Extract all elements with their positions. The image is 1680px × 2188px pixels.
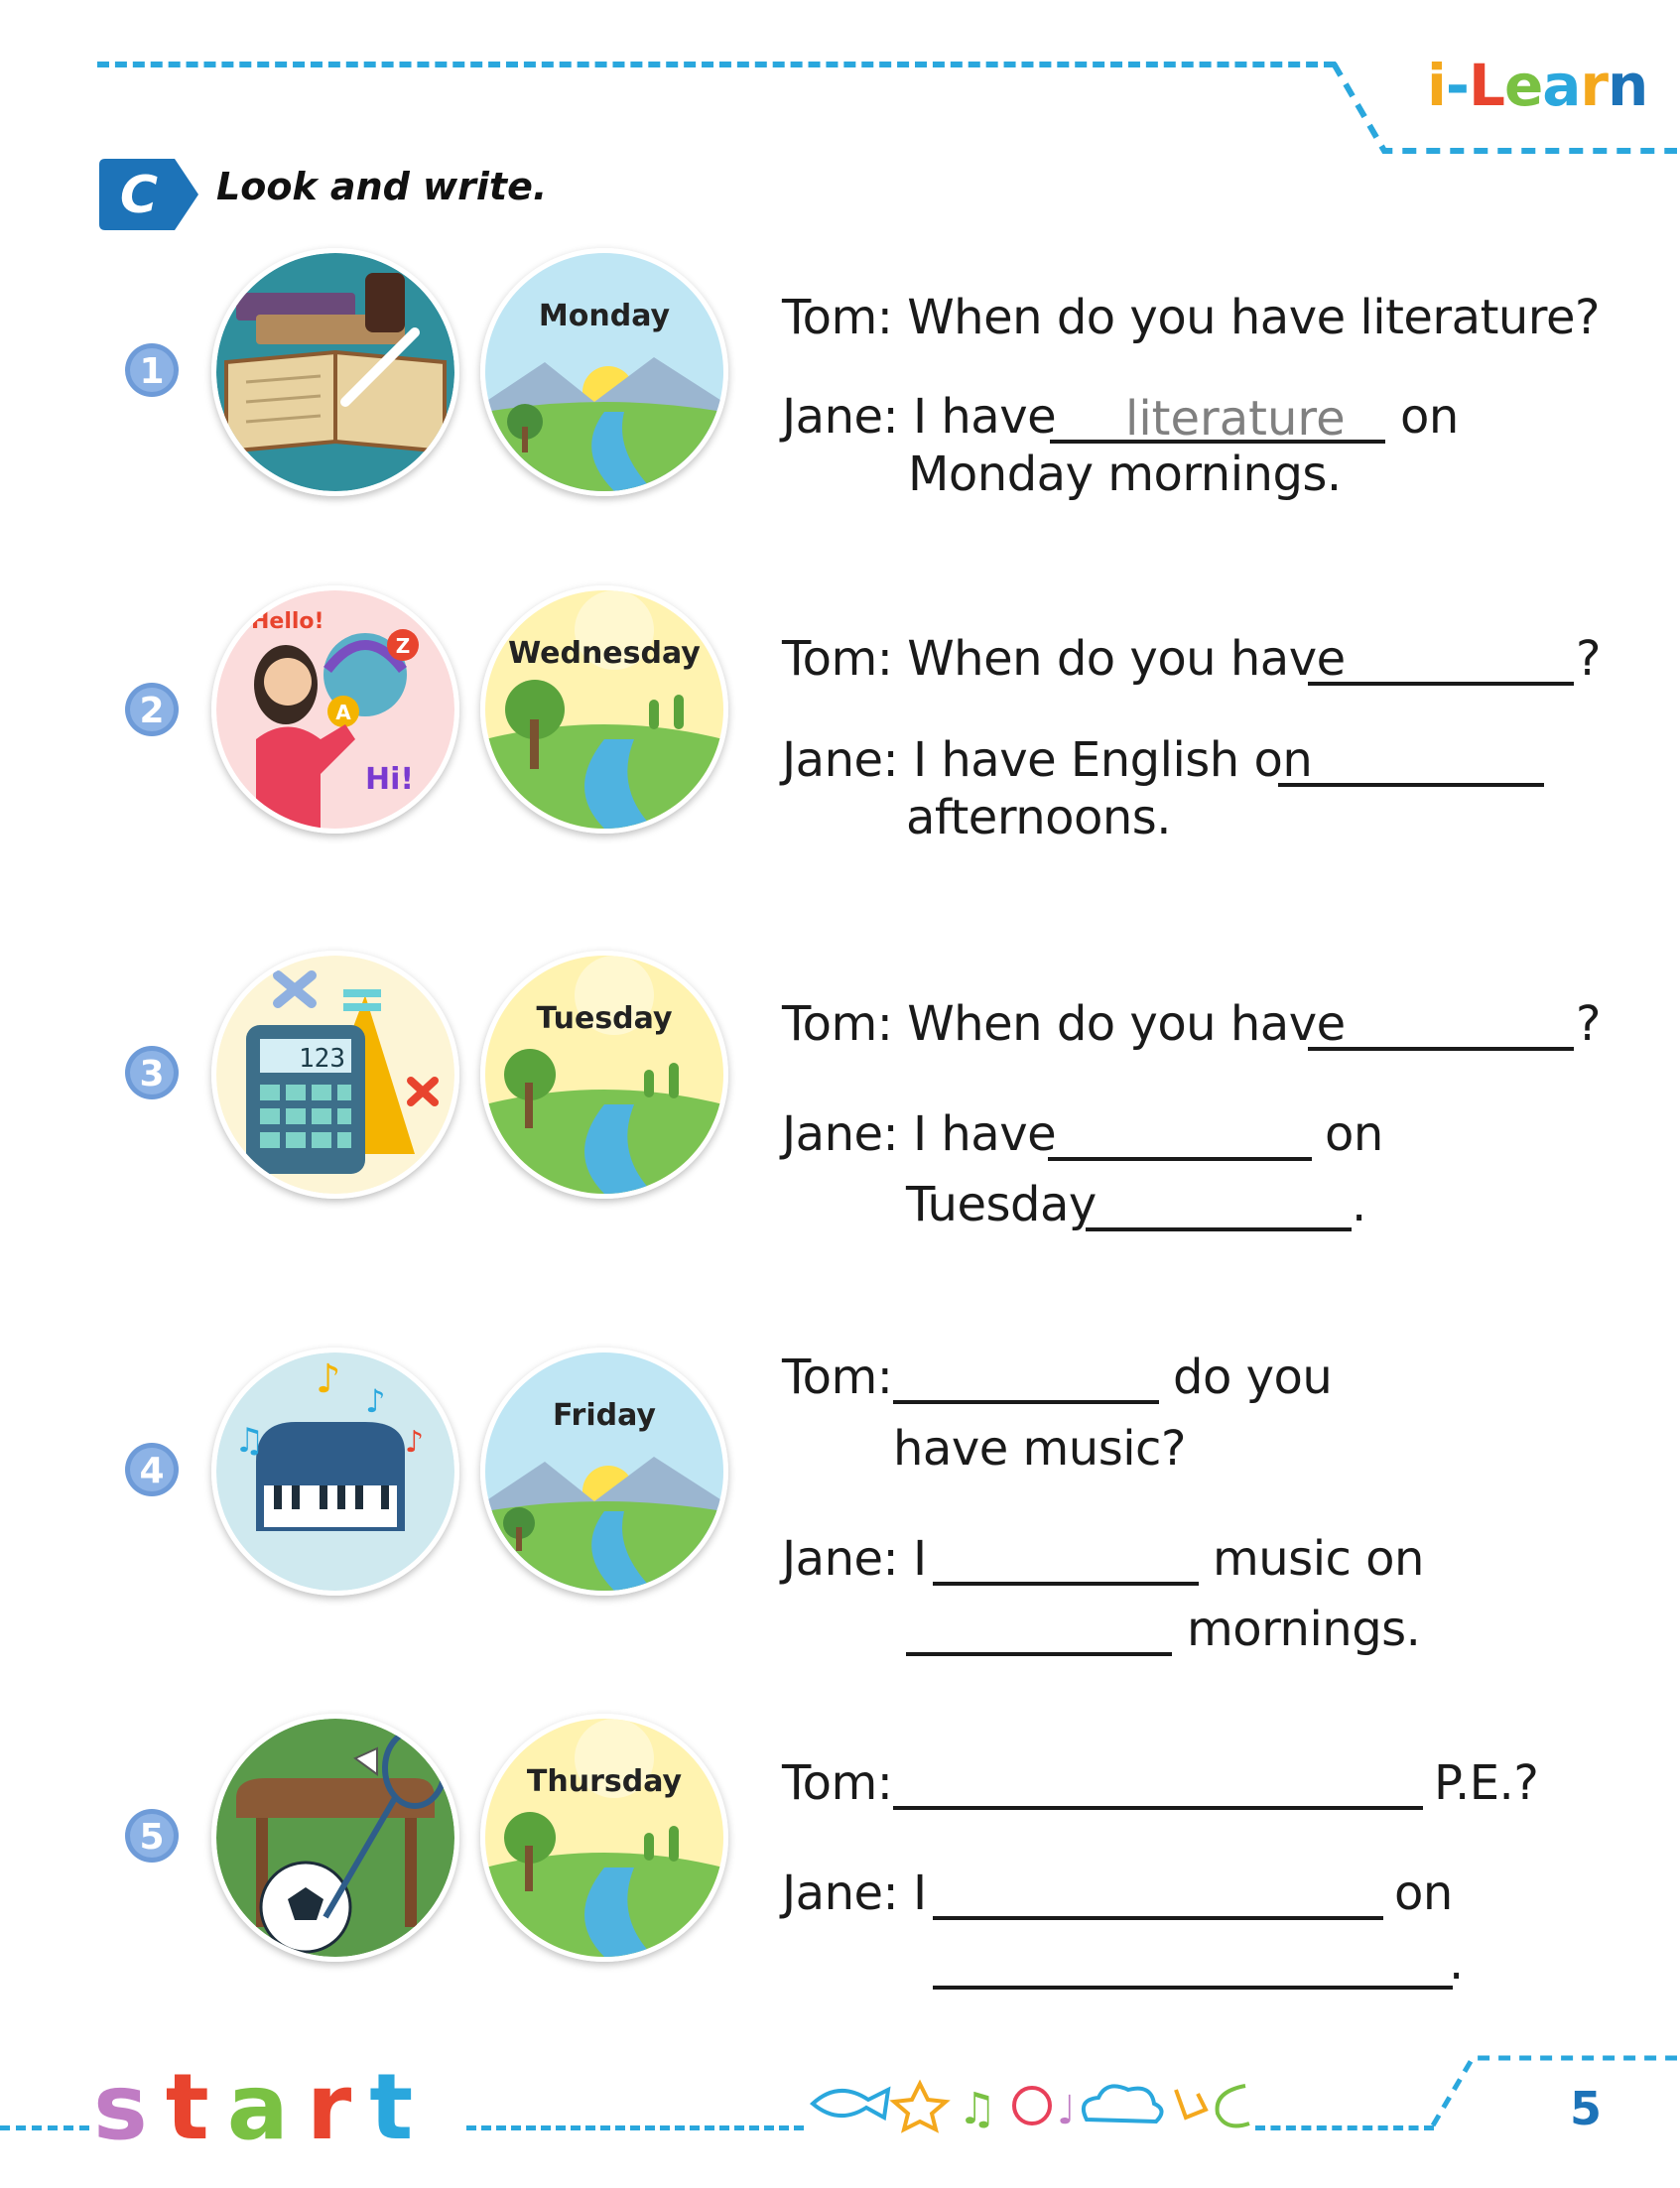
logo-letter: L [1468, 52, 1504, 119]
jane-answer-on: on [1400, 389, 1459, 445]
jane-answer-start: Jane: I [782, 1866, 927, 1921]
day-label: Tuesday [536, 1001, 673, 1036]
jane-answer-period: . [1352, 1177, 1366, 1232]
start-letter: a [226, 2054, 307, 2160]
exercise-number: 1 [139, 351, 165, 392]
bubble-a: A [335, 701, 351, 724]
answer-blank[interactable] [1308, 682, 1574, 686]
logo-letter: i [1427, 52, 1446, 119]
tom-question: Tom: When do you have [782, 996, 1346, 1052]
day-label: Monday [538, 299, 671, 333]
ilearn-logo [1427, 52, 1647, 119]
section-title: Look and write. [216, 165, 548, 208]
tom-question-end: have music? [893, 1421, 1186, 1477]
tom-question-mark: ? [1576, 996, 1601, 1052]
answer-blank[interactable] [933, 1916, 1383, 1920]
english-teacher-icon [211, 585, 459, 834]
day-landscape-monday [480, 248, 728, 496]
exercise-number: 4 [139, 1451, 165, 1491]
tom-question-start: Tom: [782, 1350, 893, 1405]
answer-blank[interactable] [1278, 783, 1544, 787]
logo-letter: - [1445, 52, 1469, 119]
exercise-number-badge [123, 681, 181, 738]
exercise-number-badge [123, 1044, 181, 1101]
answer-blank[interactable] [1086, 1227, 1352, 1231]
bubble-z: Z [395, 634, 411, 658]
jane-answer-end: Monday mornings. [908, 447, 1342, 502]
section-letter: C [119, 166, 159, 225]
exercise-number-badge [123, 341, 181, 399]
jane-answer-on: on [1394, 1866, 1453, 1921]
literature-books-icon [211, 248, 459, 496]
jane-answer-mid: music on [1213, 1531, 1424, 1587]
day-landscape-tuesday [480, 951, 728, 1199]
example-answer: literature [1125, 391, 1346, 447]
exercise-number: 3 [139, 1054, 165, 1094]
tom-question-mark: ? [1576, 631, 1601, 687]
answer-blank[interactable] [893, 1400, 1159, 1404]
svg-text:♩: ♩ [1057, 2088, 1076, 2133]
exercise-number: 2 [139, 691, 165, 731]
day-label: Friday [552, 1398, 656, 1433]
footer-doodles [809, 2070, 1255, 2133]
svg-text:♪: ♪ [365, 1382, 386, 1420]
tom-question: Tom: When do you have [782, 631, 1346, 687]
bubble-hello: Hello! [251, 609, 324, 634]
logo-letter: r [1580, 52, 1609, 119]
header-dashed-line [97, 62, 1336, 67]
day-landscape-friday [480, 1348, 728, 1596]
footer-dashed-line [466, 2125, 804, 2130]
day-label: Wednesday [508, 636, 701, 671]
footer-dashed-line [0, 2125, 89, 2130]
answer-blank[interactable] [906, 1652, 1172, 1656]
start-letter: r [306, 2054, 370, 2160]
answer-blank[interactable] [933, 1986, 1453, 1990]
tom-question-end: P.E.? [1434, 1755, 1539, 1811]
day-landscape-thursday [480, 1714, 728, 1962]
bubble-hi: Hi! [365, 762, 415, 797]
pe-sports-icon [211, 1714, 459, 1962]
tom-question: Tom: When do you have literature? [782, 290, 1600, 345]
footer-dashed-corner [1429, 2052, 1680, 2131]
logo-letter: e [1503, 52, 1543, 119]
section-badge [99, 159, 198, 230]
exercise-number-badge [123, 1441, 181, 1498]
start-letter: s [93, 2054, 166, 2160]
svg-text:♫: ♫ [234, 1421, 265, 1461]
jane-answer-end: mornings. [1187, 1602, 1421, 1657]
jane-answer-on: on [1325, 1106, 1383, 1162]
jane-answer-start: Jane: I have [782, 389, 1057, 445]
jane-answer-start: Jane: I [782, 1531, 927, 1587]
jane-answer-end: afternoons. [906, 790, 1172, 845]
logo-letter: a [1542, 52, 1581, 119]
svg-text:♪: ♪ [405, 1425, 425, 1460]
answer-blank[interactable] [933, 1582, 1199, 1586]
start-logo [93, 2054, 431, 2160]
jane-answer-day: Tuesday [906, 1177, 1097, 1232]
day-label: Thursday [526, 1764, 683, 1799]
footer-dashed-line [1255, 2125, 1434, 2130]
answer-blank[interactable] [1308, 1047, 1574, 1051]
day-landscape-wednesday [480, 585, 728, 834]
page-number: 5 [1570, 2082, 1603, 2135]
maths-calculator-icon [211, 951, 459, 1199]
tom-question-start: Tom: [782, 1755, 893, 1811]
logo-letter: n [1608, 52, 1648, 119]
jane-answer-start: Jane: I have English on [782, 732, 1313, 788]
jane-answer-period: . [1449, 1935, 1464, 1991]
calculator-display: 123 [299, 1044, 345, 1074]
tom-question-mid: do you [1173, 1350, 1333, 1405]
answer-blank[interactable] [1048, 1157, 1312, 1161]
answer-blank[interactable] [893, 1806, 1423, 1810]
svg-text:♫: ♫ [958, 2084, 997, 2133]
jane-answer-start: Jane: I have [782, 1106, 1057, 1162]
svg-text:♪: ♪ [316, 1356, 341, 1402]
exercise-number: 5 [139, 1817, 165, 1858]
exercise-number-badge [123, 1807, 181, 1865]
start-letter: t [165, 2054, 227, 2160]
start-letter: t [369, 2054, 432, 2160]
music-piano-icon [211, 1348, 459, 1596]
